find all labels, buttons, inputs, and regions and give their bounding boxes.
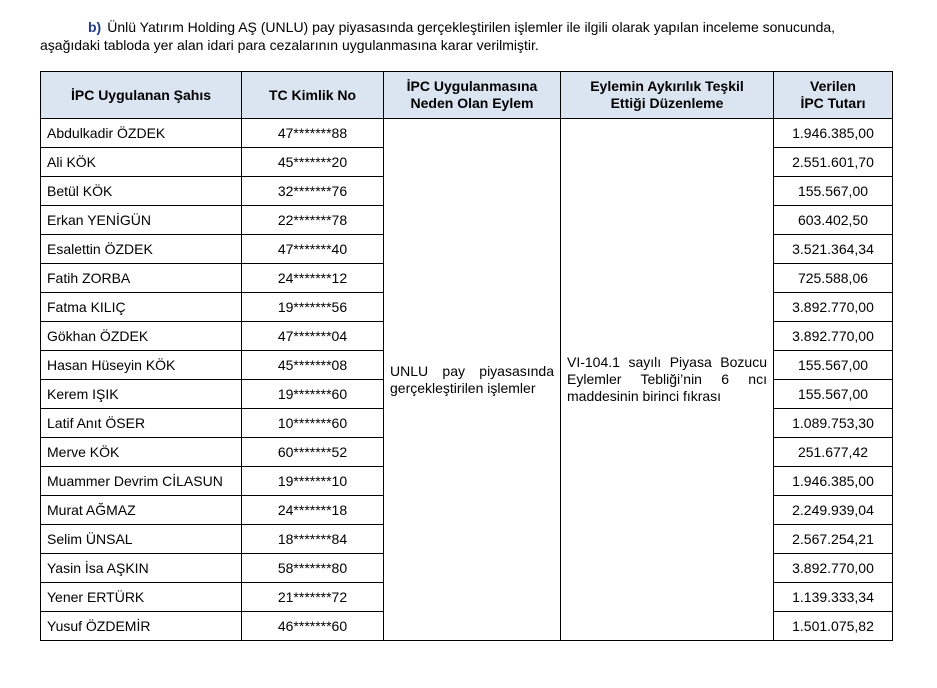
tc-number-cell: 24*******18: [242, 496, 384, 525]
header-amount: [774, 72, 893, 119]
person-name-cell: Muammer Devrim CİLASUN: [41, 467, 242, 496]
penalty-table: [40, 71, 893, 641]
penalty-amount-cell: 155.567,00: [774, 177, 893, 206]
person-name-cell: Kerem IŞIK: [41, 380, 242, 409]
person-name-cell: Latif Anıt ÖSER: [41, 409, 242, 438]
person-name-cell: Merve KÖK: [41, 438, 242, 467]
tc-number-cell: 45*******08: [242, 351, 384, 380]
penalty-amount-cell: 3.521.364,34: [774, 235, 893, 264]
person-name-cell: Yasin İsa AŞKIN: [41, 554, 242, 583]
penalty-amount-cell: 251.677,42: [774, 438, 893, 467]
tc-number-cell: 22*******78: [242, 206, 384, 235]
header-regulation-line-2: Ettiği Düzenleme: [610, 95, 724, 111]
header-amount-line-1: Verilen: [810, 78, 856, 94]
person-name-cell: Yusuf ÖZDEMİR: [41, 612, 242, 641]
penalty-amount-cell: 3.892.770,00: [774, 293, 893, 322]
penalty-amount-cell: 725.588,06: [774, 264, 893, 293]
person-name-cell: Fatih ZORBA: [41, 264, 242, 293]
regulation-cell: VI-104.1 sayılı Piyasa Bozucu Eylemler Tebliği’nin 6 ncı maddesinin birinci fıkrası: [561, 119, 774, 641]
tc-number-cell: 21*******72: [242, 583, 384, 612]
person-name-cell: Murat AĞMAZ: [41, 496, 242, 525]
tc-number-cell: 19*******56: [242, 293, 384, 322]
person-name-cell: Esalettin ÖZDEK: [41, 235, 242, 264]
tc-number-cell: 58*******80: [242, 554, 384, 583]
header-action-line-2: Neden Olan Eylem: [410, 95, 534, 111]
header-person: İPC Uygulanan Şahıs: [41, 72, 242, 119]
person-name-cell: Selim ÜNSAL: [41, 525, 242, 554]
penalty-amount-cell: 1.089.753,30: [774, 409, 893, 438]
tc-number-cell: 32*******76: [242, 177, 384, 206]
person-name-cell: Ali KÖK: [41, 148, 242, 177]
tc-number-cell: 46*******60: [242, 612, 384, 641]
header-regulation-line-1: Eylemin Aykırılık Teşkil: [590, 78, 744, 94]
header-action: [384, 72, 561, 119]
table-row: [41, 119, 893, 148]
header-amount-line-2: İPC Tutarı: [800, 95, 866, 111]
item-label: b): [88, 19, 102, 35]
penalty-amount-cell: 2.551.601,70: [774, 148, 893, 177]
header-action-line-1: İPC Uygulanmasına: [406, 78, 538, 94]
person-name-cell: Gökhan ÖZDEK: [41, 322, 242, 351]
header-tc: TC Kimlik No: [242, 72, 384, 119]
tc-number-cell: 10*******60: [242, 409, 384, 438]
person-name-cell: Fatma KILIÇ: [41, 293, 242, 322]
tc-number-cell: 47*******40: [242, 235, 384, 264]
tc-number-cell: 47*******04: [242, 322, 384, 351]
person-name-cell: Hasan Hüseyin KÖK: [41, 351, 242, 380]
tc-number-cell: 60*******52: [242, 438, 384, 467]
intro-paragraph: [40, 18, 892, 54]
person-name-cell: Yener ERTÜRK: [41, 583, 242, 612]
penalty-amount-cell: 1.946.385,00: [774, 467, 893, 496]
penalty-amount-cell: 2.249.939,04: [774, 496, 893, 525]
intro-line-1: [40, 18, 892, 36]
header-regulation: [561, 72, 774, 119]
penalty-amount-cell: 155.567,00: [774, 380, 893, 409]
action-cell: UNLU pay piyasasında gerçekleştirilen işlemler: [384, 119, 561, 641]
penalty-amount-cell: 1.139.333,34: [774, 583, 893, 612]
person-name-cell: Erkan YENİGÜN: [41, 206, 242, 235]
person-name-cell: Betül KÖK: [41, 177, 242, 206]
penalty-amount-cell: 603.402,50: [774, 206, 893, 235]
penalty-amount-cell: 1.501.075,82: [774, 612, 893, 641]
intro-text-1: Ünlü Yatırım Holding AŞ (UNLU) pay piyasasında gerçekleştirilen işlemler ile ilgili olarak yapılan inceleme sonucunda,: [107, 19, 836, 35]
intro-line-2: aşağıdaki tabloda yer alan idari para cezalarının uygulanmasına karar verilmiştir.: [40, 37, 539, 53]
penalty-amount-cell: 2.567.254,21: [774, 525, 893, 554]
tc-number-cell: 47*******88: [242, 119, 384, 148]
table-header-row: [41, 72, 893, 119]
tc-number-cell: 45*******20: [242, 148, 384, 177]
penalty-amount-cell: 155.567,00: [774, 351, 893, 380]
penalty-amount-cell: 3.892.770,00: [774, 554, 893, 583]
tc-number-cell: 19*******10: [242, 467, 384, 496]
person-name-cell: Abdulkadir ÖZDEK: [41, 119, 242, 148]
penalty-amount-cell: 3.892.770,00: [774, 322, 893, 351]
tc-number-cell: 24*******12: [242, 264, 384, 293]
penalty-amount-cell: 1.946.385,00: [774, 119, 893, 148]
tc-number-cell: 19*******60: [242, 380, 384, 409]
tc-number-cell: 18*******84: [242, 525, 384, 554]
